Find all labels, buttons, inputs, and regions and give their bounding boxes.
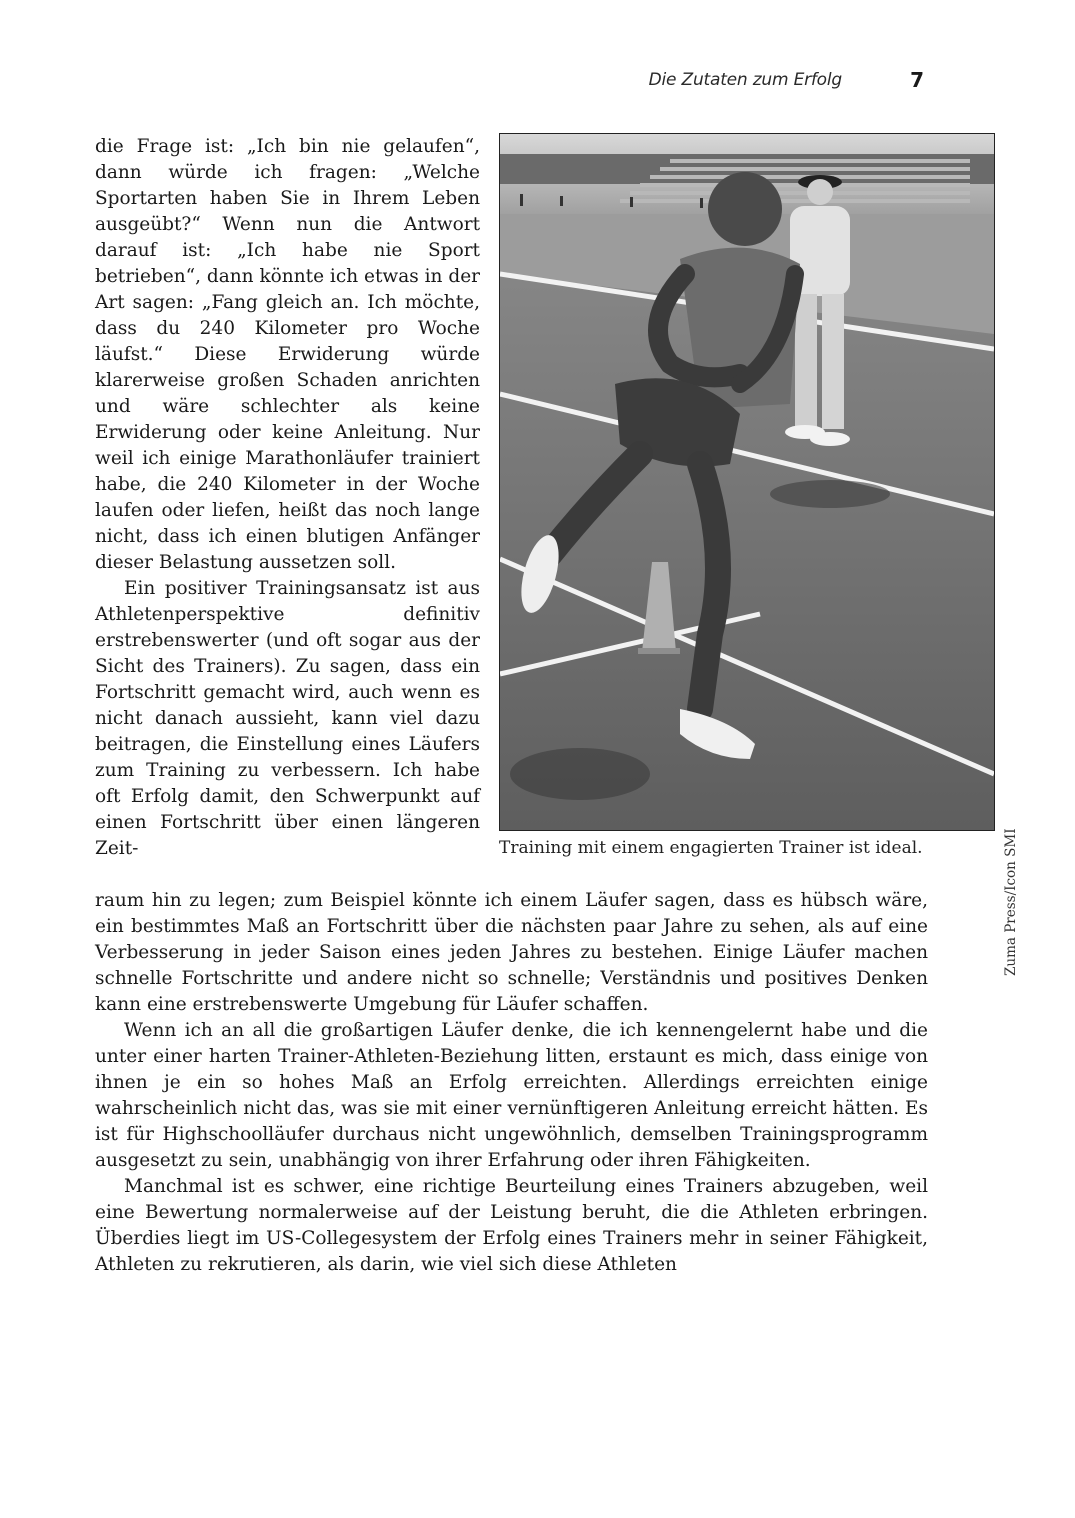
photo-credit xyxy=(1001,828,1019,988)
paragraph: die Frage ist: „Ich bin nie gelaufen“, dann würde ich fragen: „Welche Sportarten haben Sie in Ihrem Leben ausgeübt?“ Wenn nun die Antwort darauf ist: „Ich habe nie Sport betrieben“, dann könnte ich etwas in der Art sagen: „Fang gleich an. Ich möchte, dass du 240 Kilometer pro Woche läufst.“ Diese Erwiderung würde klarerweise großen Schaden anrichten und wäre schlechter als keine Erwiderung oder keine Anleitung. Nur weil ich einige Marathonläufer trainiert habe, die 240 Kilometer in der Woche laufen oder liefen, heißt das noch lange nicht, dass ich einen blutigen Anfänger dieser Belastung aussetzen soll. xyxy=(95,136,480,573)
photo-runner-with-coach xyxy=(499,133,995,831)
figure-caption: Training mit einem engagierten Trainer ist ideal. xyxy=(499,838,923,858)
running-title: Die Zutaten zum Erfolg xyxy=(648,70,842,90)
paragraph: Wenn ich an all die großartigen Läufer denke, die ich kennengelernt habe und die unter einer harten Trainer-Athleten-Beziehung litten, erstaunt es mich, dass einige von ihnen je ein so hohes Maß an Erfolg erreichten. Allerdings erreichten einige wahrscheinlich nicht das, was sie mit einer vernünftigeren Anleitung erreicht hätten. Es ist für Highschoolläufer durchaus nicht ungewöhnlich, demselben Trainingsprogramm ausgesetzt zu sein, unabhängig von ihrer Erfahrung oder ihren Fähigkeiten. xyxy=(95,1020,928,1171)
page-number: 7 xyxy=(910,68,924,92)
page-header xyxy=(600,68,930,98)
paragraph: Ein positiver Trainingsansatz ist aus Athletenperspektive definitiv erstrebenswerter (und oft sogar aus der Sicht des Trainers). Zu sagen, dass ein Fortschritt gemacht wird, auch wenn es nicht danach aussieht, kann viel dazu beitragen, die Einstellung eines Läufers zum Training zu verbessern. Ich habe oft Erfolg damit, den Schwerpunkt auf einen Fortschritt über einen längeren Zeit- xyxy=(95,578,480,859)
column-text xyxy=(95,134,480,862)
paragraph: Manchmal ist es schwer, eine richtige Beurteilung eines Trainers abzugeben, weil eine Bewertung normalerweise auf der Leistung beruht, die die Athleten erbringen. Überdies liegt im US-Collegesystem der Erfolg eines Trainers mehr in seiner Fähigkeit, Athleten zu rekrutieren, als darin, wie viel sich diese Athleten xyxy=(95,1176,928,1275)
photo-illustration xyxy=(500,134,994,830)
full-width-text xyxy=(95,888,928,1278)
photo-credit-text: Zuma Press/Icon SMI xyxy=(1003,828,1019,976)
paragraph: raum hin zu legen; zum Beispiel könnte ich einem Läufer sagen, dass es hübsch wäre, ein bestimmtes Maß an Fortschritt über die nächsten paar Jahre zu sehen, als auf eine Verbesserung in jeder Saison eines jeden Jahres zu bestehen. Einige Läufer machen schnelle Fortschritte und andere nicht so schnelle; Verständnis und positives Denken kann eine erstrebenswerte Umgebung für Läufer schaffen. xyxy=(95,890,928,1015)
